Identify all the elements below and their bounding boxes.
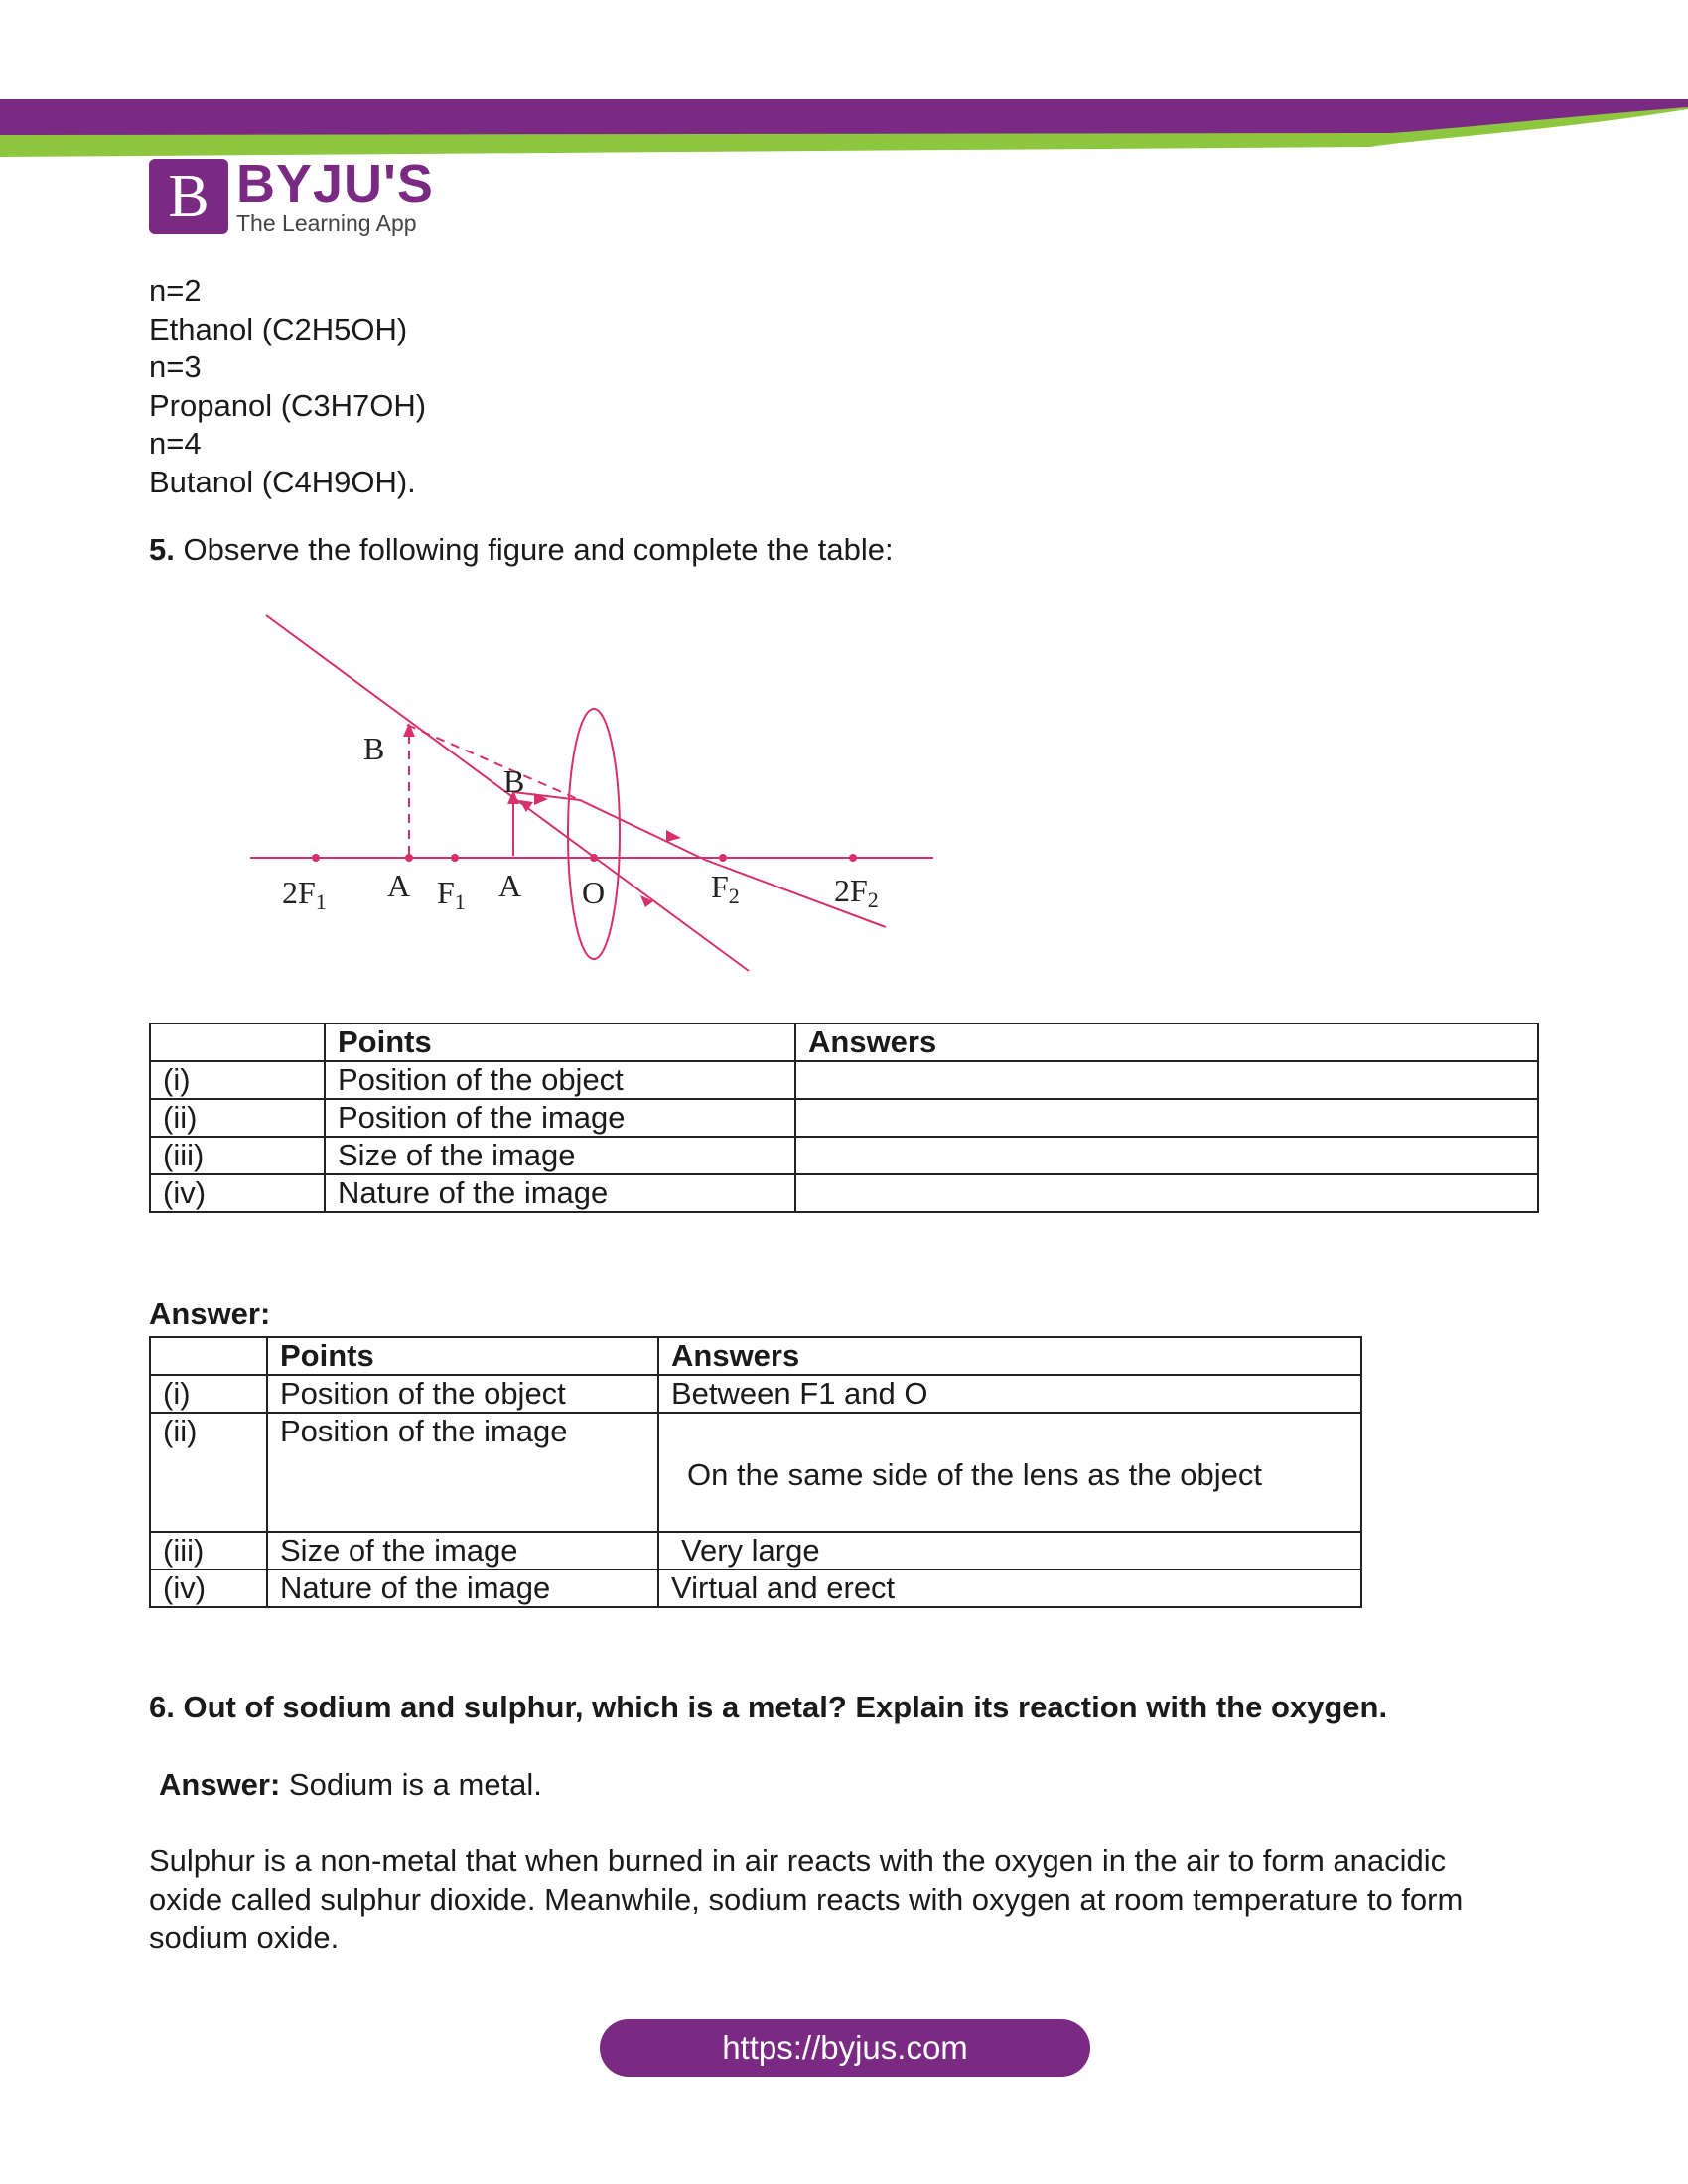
question-table <box>149 1023 1539 1213</box>
table-header-cell: Points <box>267 1337 658 1375</box>
table-row <box>150 1099 1538 1137</box>
row-number: (i) <box>150 1375 267 1413</box>
row-number: (ii) <box>150 1413 267 1532</box>
table-row <box>150 1532 1361 1570</box>
table-header-cell: Points <box>325 1024 795 1061</box>
table-header-cell: Answers <box>658 1337 1361 1375</box>
question-5 <box>149 532 894 568</box>
table-header-cell <box>150 1337 267 1375</box>
answer-table <box>149 1336 1362 1608</box>
table-header-row <box>150 1337 1361 1375</box>
label-2f2: 2F2 <box>834 873 879 912</box>
row-point: Size of the image <box>325 1137 795 1174</box>
row-point: Nature of the image <box>325 1174 795 1212</box>
row-point: Position of the object <box>325 1061 795 1099</box>
row-point: Nature of the image <box>267 1570 658 1607</box>
virtual-ray-extension <box>407 725 580 800</box>
row-number: (i) <box>150 1061 325 1099</box>
table-row <box>150 1570 1361 1607</box>
table-row <box>150 1375 1361 1413</box>
table-row <box>150 1174 1538 1212</box>
intro-line: Propanol (C3H7OH) <box>149 387 427 423</box>
intro-line: Butanol (C4H9OH). <box>149 464 416 499</box>
table-row <box>150 1413 1361 1532</box>
table-row <box>150 1137 1538 1174</box>
ray-arrowhead <box>666 830 681 842</box>
row-point: Position of the object <box>267 1375 658 1413</box>
answer-6-label: Answer: <box>159 1767 281 1802</box>
convex-lens-ray-diagram <box>238 596 953 983</box>
label-a-object: A <box>498 868 522 903</box>
point-f2 <box>719 854 727 862</box>
byjus-logo <box>149 155 437 238</box>
point-a-image <box>405 854 413 862</box>
table-row <box>150 1061 1538 1099</box>
row-point: Position of the image <box>325 1099 795 1137</box>
label-f1: F1 <box>437 875 466 914</box>
label-a-image: A <box>387 868 411 903</box>
point-2f1 <box>312 854 320 862</box>
header-band <box>0 0 1688 169</box>
intro-line: n=2 <box>149 273 202 308</box>
answer-6-paragraph: Sulphur is a non-metal that when burned in air reacts with the oxygen in the air to form anacidic oxide called sulphur dioxide. Meanwhile, sodium reacts with oxygen at room temperature to form sodium oxide. <box>149 1843 1464 1955</box>
logo-name: BYJU'S <box>236 154 434 213</box>
intro-line: n=4 <box>149 426 202 461</box>
intro-lines <box>149 272 426 501</box>
row-answer: Between F1 and O <box>658 1375 1361 1413</box>
point-o <box>590 854 598 862</box>
row-answer <box>795 1174 1538 1212</box>
convex-lens <box>568 709 620 959</box>
row-point: Position of the image <box>267 1413 658 1532</box>
row-number: (iii) <box>150 1532 267 1570</box>
logo-tagline: The Learning App <box>236 210 417 236</box>
answer-label: Answer: <box>149 1297 271 1331</box>
answer-6 <box>159 1767 542 1803</box>
label-b-image: B <box>363 731 385 766</box>
row-answer: Very large <box>658 1532 1361 1570</box>
point-2f2 <box>849 854 857 862</box>
ray-arrowhead <box>640 895 653 907</box>
row-answer <box>795 1061 1538 1099</box>
row-answer <box>795 1137 1538 1174</box>
row-number: (iv) <box>150 1174 325 1212</box>
intro-line: n=3 <box>149 349 202 384</box>
label-f2: F2 <box>711 869 740 908</box>
table-header-cell <box>150 1024 325 1061</box>
row-answer: Virtual and erect <box>658 1570 1361 1607</box>
row-answer <box>795 1099 1538 1137</box>
row-number: (iv) <box>150 1570 267 1607</box>
label-o: O <box>582 875 606 910</box>
point-f1 <box>451 854 459 862</box>
row-number: (iii) <box>150 1137 325 1174</box>
table-header-cell: Answers <box>795 1024 1538 1061</box>
table-header-row <box>150 1024 1538 1061</box>
label-2f1: 2F1 <box>282 875 327 914</box>
row-point: Size of the image <box>267 1532 658 1570</box>
question-number: 5. <box>149 532 175 567</box>
row-number: (ii) <box>150 1099 325 1137</box>
question-6: 6. Out of sodium and sulphur, which is a metal? Explain its reaction with the oxygen. <box>149 1690 1388 1724</box>
label-b-object: B <box>503 763 525 799</box>
question-text: Observe the following figure and complete the table: <box>183 532 894 567</box>
intro-line: Ethanol (C2H5OH) <box>149 311 408 346</box>
footer-url-link[interactable]: https://byjus.com <box>600 2019 1090 2077</box>
answer-6-text: Sodium is a metal. <box>280 1767 542 1802</box>
logo-letter: B <box>168 163 210 230</box>
row-answer: On the same side of the lens as the object <box>658 1413 1361 1532</box>
